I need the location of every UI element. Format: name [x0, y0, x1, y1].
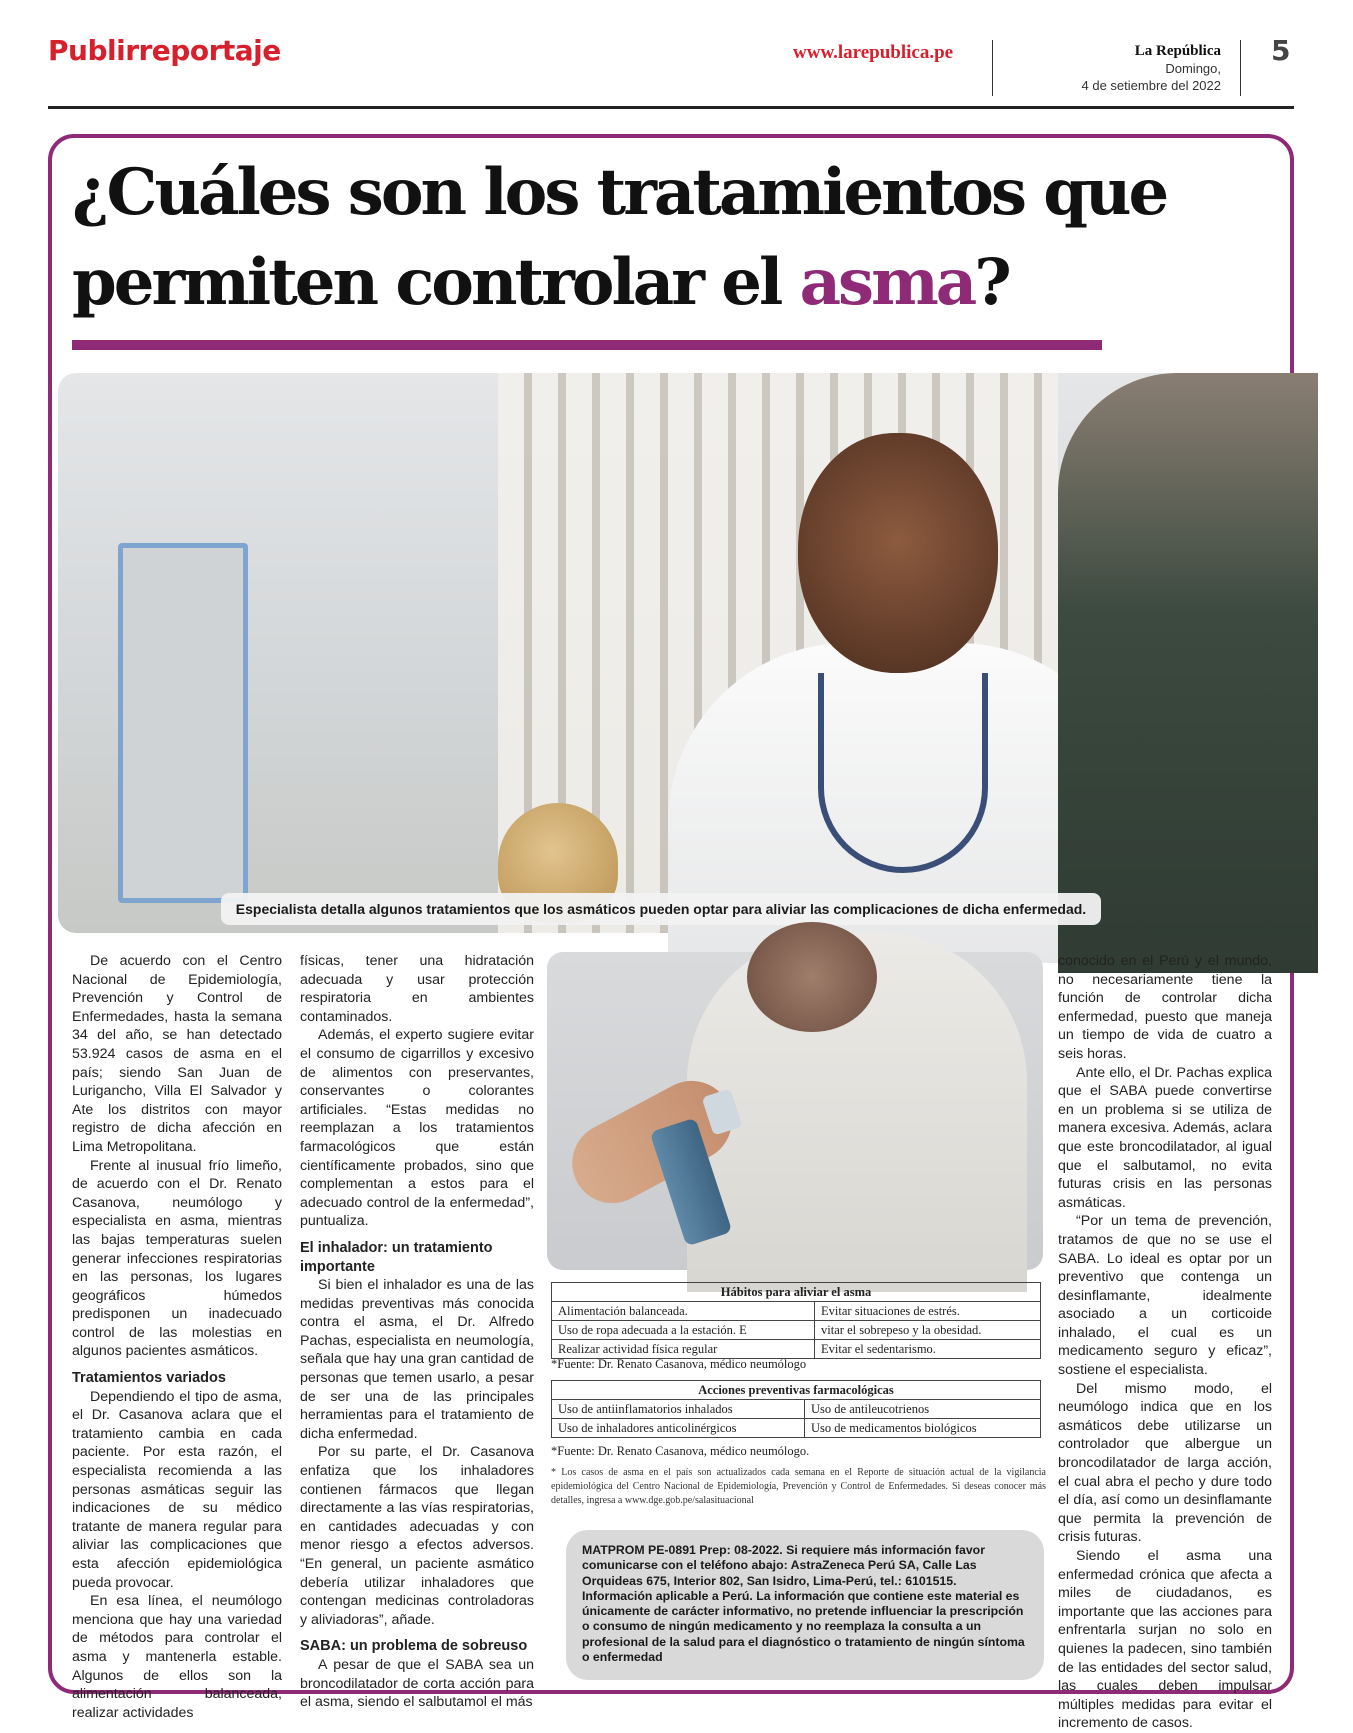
paragraph: conocido en el Perú y el mundo, no necesariamente tiene la función de controlar dicha enfermedad, puesto que maneja un tiempo de vida de cuatro a seis horas.	[1058, 953, 1272, 1062]
paragraph: En esa línea, el neumólogo menciona que hay una variedad de métodos para controlar el asma y mantenerla estable. Algunos de ellos son la alimentación balanceada, realizar actividades	[72, 1593, 282, 1721]
headline-underline	[72, 340, 1102, 350]
paragraph: Siendo el asma una enfermedad crónica que afecta a miles de ciudadanos, es importante que las acciones para enfrentarla surjan no solo en quienes la padecen, sino también de las entidades del sector salud, las cuales deben impulsar múltiples medidas para evitar el incremento de casos.	[1058, 1548, 1272, 1732]
table-source: *Fuente: Dr. Renato Casanova, médico neumólogo.	[551, 1444, 810, 1458]
table-cell: Uso de antiinflamatorios inhalados	[552, 1400, 805, 1419]
table-row	[552, 1302, 1041, 1321]
article-column-4	[1058, 952, 1272, 1733]
table-title: Hábitos para aliviar el asma	[552, 1283, 1041, 1302]
paragraph: físicas, tener una hidratación adecuada y usar protección respiratoria en ambientes contaminados.	[300, 953, 534, 1025]
table-title: Acciones preventivas farmacológicas	[552, 1381, 1041, 1400]
table-source: *Fuente: Dr. Renato Casanova, médico neumólogo	[551, 1357, 807, 1371]
section-label: Publirreportaje	[48, 34, 281, 67]
header-divider	[1240, 40, 1241, 96]
headline	[72, 148, 1272, 328]
headline-accent: asma	[799, 245, 975, 320]
article-column-2	[300, 952, 534, 1712]
paper-info	[1082, 43, 1221, 94]
table-row	[552, 1400, 1041, 1419]
patient-silhouette	[1058, 373, 1318, 973]
article-column-1	[72, 952, 282, 1722]
headline-text: ¿Cuáles son los tratamientos que permiten controlar el	[72, 155, 1167, 320]
table-row	[552, 1321, 1041, 1340]
subheading: El inhalador: un tratamiento importante	[300, 1239, 493, 1275]
table-cell: Alimentación balanceada.	[552, 1302, 815, 1321]
table-cell: Uso de medicamentos biológicos	[805, 1419, 1041, 1438]
habits-table	[551, 1282, 1041, 1359]
paragraph: Frente al inusual frío limeño, de acuerdo con el Dr. Renato Casanova, neumólogo y especialista en asma, mientras las bajas temperaturas suelen generar infecciones respiratorias en las personas, los lugares geográficos húmedos predisponen un inadecuado control de las molestias en algunos pacientes asmáticos.	[72, 1157, 282, 1360]
paper-name: La República	[1134, 43, 1221, 59]
table-cell: Evitar situaciones de estrés.	[815, 1302, 1041, 1321]
hero-caption: Especialista detalla algunos tratamientos que los asmáticos pueden optar para aliviar las complicaciones de dicha enfermedad.	[221, 893, 1101, 925]
paragraph: De acuerdo con el Centro Nacional de Epidemiología, Prevención y Control de Enfermedades, hasta la semana 34 del año, se han detectado 53.924 casos de asma en el país; siendo San Juan de Lurigancho, Villa El Salvador y Ate los distritos con mayor registro de dicha afección en Lima Metropolitana.	[72, 953, 282, 1155]
paragraph: Del mismo modo, el neumólogo indica que en los asmáticos debe utilizarse un controlador que albergue un broncodilatador de larga acción, el cual abra el pecho y dure todo el día, así como un desinflamante que permita la prevención de crisis futuras.	[1058, 1380, 1272, 1546]
doctor-head	[798, 433, 998, 673]
inhaler-photo	[547, 952, 1043, 1270]
headline-end: ?	[974, 245, 1009, 320]
legal-disclaimer: MATPROM PE-0891 Prep: 08-2022. Si requiere más información favor comunicarse con el teléfono abajo: AstraZeneca Perú SA, Calle Las Orquideas 675, Interior 802, San Isidro, Lima-Perú, tel.: 6101515. Información aplicable a Perú. La información que contiene este material es únicamente de carácter informativo, no pretende influenciar la prescripción o consumo de ningún medicamento y no reemplaza la consulta a un profesional de la salud para el diagnóstico o tratamiento de ningún síntoma o enfermedad	[566, 1530, 1044, 1680]
person-face	[747, 922, 877, 1032]
table-cell: Uso de antileucotrienos	[805, 1400, 1041, 1419]
table-row	[552, 1419, 1041, 1438]
hero-photo	[58, 373, 1284, 933]
paragraph: “Por un tema de prevención, tratamos de que no se use el SABA. Lo ideal es optar por un preventivo que contenga un desinflamante, idealmente asociado a un corticoide inhalado, el cual es un medicamento seguro y eficaz”, sostiene el especialista.	[1058, 1213, 1272, 1379]
table-row	[552, 1340, 1041, 1359]
footnote: * Los casos de asma en el país son actualizados cada semana en el Reporte de situación actual de la vigilancia epidemiológica del Centro Nacional de Epidemiología, Prevención y Control de Enfermedades. Si deseas conocer más detalles, ingresa a www.dge.gob.pe/salasituacional	[551, 1467, 1046, 1506]
page-number: 5	[1271, 34, 1291, 67]
computer-monitor	[118, 543, 248, 903]
stethoscope	[818, 673, 988, 873]
header-divider	[992, 40, 993, 96]
subheading: Tratamientos variados	[72, 1370, 226, 1387]
header-rule	[48, 106, 1294, 109]
paragraph: Si bien el inhalador es una de las medidas preventivas más conocida contra el asma, el Dr. Alfredo Pachas, especialista en neumología, señala que hay una gran cantidad de personas que temen usarlo, a pesar de ser una de las principales herramientas para el tratamiento de dicha enfermedad.	[300, 1277, 534, 1442]
paragraph: Por su parte, el Dr. Casanova enfatiza que los inhaladores contienen fármacos que llegan directamente a las vías respiratorias, en cantidades adecuadas y con menor riesgo a efectos adversos. “En general, un paciente asmático debería utilizar inhaladores que contengan medicinas controladoras y aliviadoras”, añade.	[300, 1444, 534, 1628]
website-url[interactable]: www.larepublica.pe	[793, 42, 954, 63]
table-cell: Realizar actividad física regular	[552, 1340, 815, 1359]
pharma-table	[551, 1380, 1041, 1438]
paragraph: Ante ello, el Dr. Pachas explica que el SABA puede convertirse en un problema si se utiliza de manera excesiva. Además, aclara que este broncodilatador, al igual que el salbutamol, no evita futuras crisis en las personas asmáticas.	[1058, 1064, 1272, 1211]
publication-date: 4 de setiembre del 2022	[1081, 78, 1221, 93]
paragraph: A pesar de que el SABA sea un broncodilatador de corta acción para el asma, siendo el salbutamol el más	[300, 1656, 534, 1711]
table-cell: Uso de inhaladores anticolinérgicos	[552, 1419, 805, 1438]
table-cell: Evitar el sedentarismo.	[815, 1340, 1041, 1359]
table-cell: Uso de ropa adecuada a la estación. E	[552, 1321, 815, 1340]
paragraph: Además, el experto sugiere evitar el consumo de cigarrillos y excesivo de alimentos con preservantes, conservantes o colorantes artificiales. “Estas medidas no reemplazan a los tratamientos farmacológicos que están científicamente probados, sino que complementan a estos para el adecuado control de la enfermedad”, puntualiza.	[300, 1027, 534, 1230]
subheading: SABA: un problema de sobreuso	[300, 1638, 528, 1655]
table-cell: vitar el sobrepeso y la obesidad.	[815, 1321, 1041, 1340]
weekday: Domingo,	[1165, 61, 1221, 76]
paragraph: Dependiendo el tipo de asma, el Dr. Casanova aclara que el tratamiento cambia en cada paciente. Por esta razón, el especialista recomienda a las personas asmáticas seguir las indicaciones de su médico tratante de manera regular para aliviar las complicaciones que esta afección epidemiológica pueda provocar.	[72, 1388, 282, 1591]
